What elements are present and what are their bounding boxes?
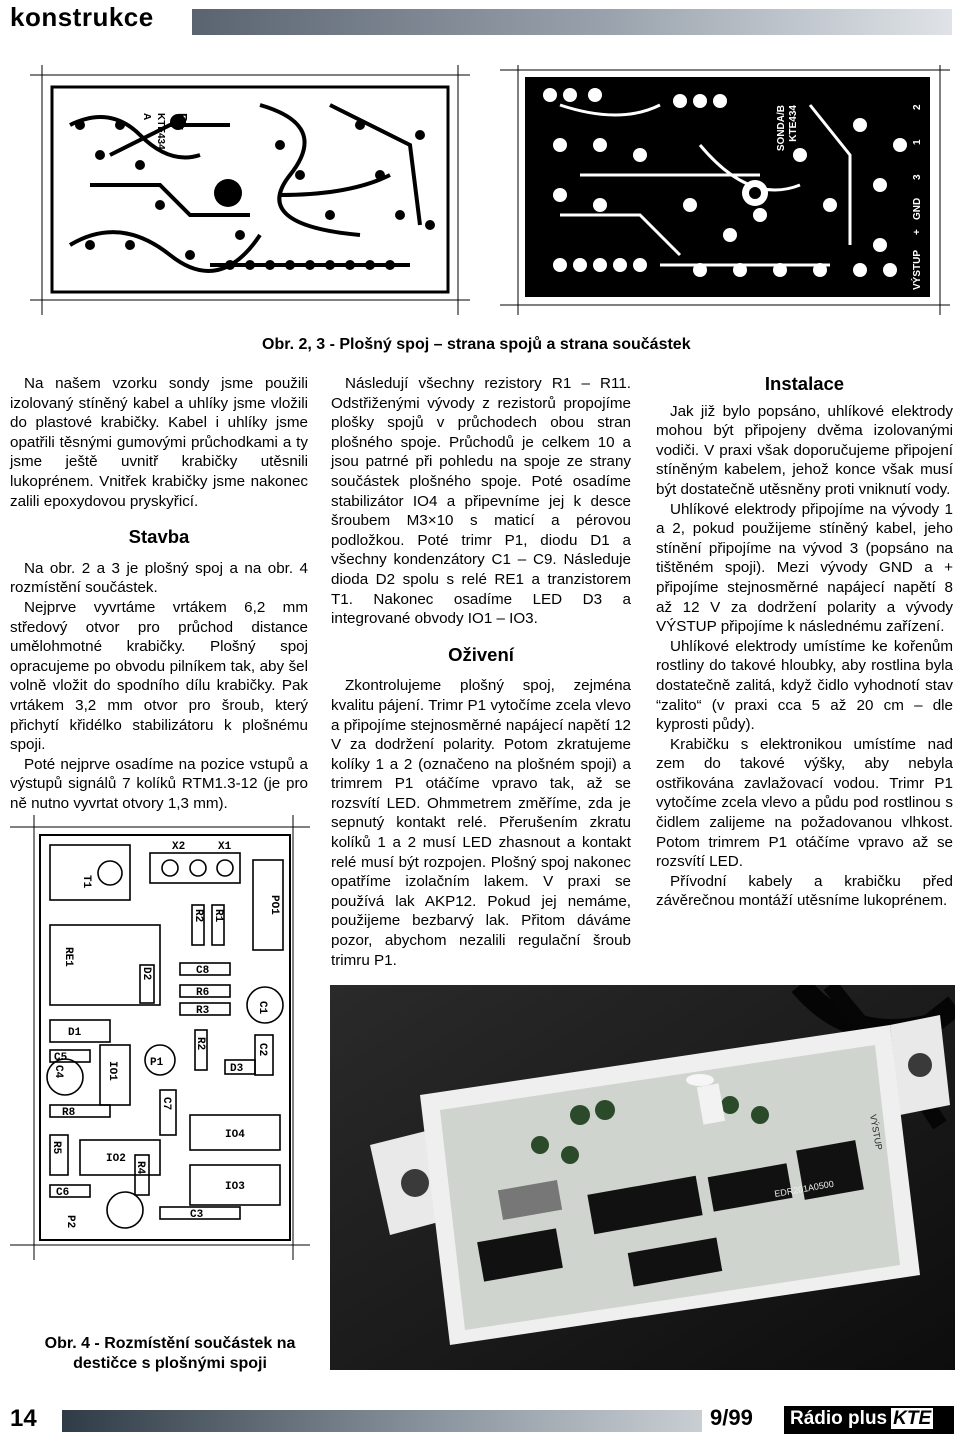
- header-bar: [192, 9, 952, 35]
- paragraph: Na obr. 2 a 3 je plošný spoj a na obr. 4 rozmístění součástek.: [10, 559, 308, 597]
- pcb-label-rplus: R+: [175, 113, 190, 130]
- assembled-board-photo: [330, 985, 955, 1370]
- component-label: R2: [194, 1037, 206, 1051]
- component-label: R8: [62, 1107, 76, 1119]
- component-label: X2: [172, 841, 186, 853]
- component-label: IO2: [106, 1153, 126, 1165]
- component-label: C8: [196, 965, 210, 977]
- component-label: R1: [212, 909, 224, 923]
- component-label: C5: [54, 1052, 68, 1064]
- issue-number: 9/99: [710, 1405, 753, 1430]
- component-label: IO3: [225, 1181, 245, 1193]
- component-label: C2: [256, 1043, 268, 1057]
- pcb-label-a: A: [141, 113, 152, 121]
- component-label: R2: [192, 909, 204, 923]
- component-label: C4: [52, 1065, 64, 1079]
- component-label: C3: [190, 1209, 204, 1221]
- component-label: R4: [134, 1161, 146, 1175]
- pcb-solder-side-figure: [30, 65, 470, 315]
- paragraph: Přívodní kabely a krabičku před závěrečnou montáží utěsníme lukoprénem.: [656, 872, 953, 910]
- component-label: R5: [50, 1141, 62, 1155]
- text-column-2: [331, 374, 631, 970]
- paragraph: Uhlíkové elektrody připojíme na vývody 1 a 2, pokud použijeme stíněný kabel, jeho stínění připojíme na vývod 3 (popsáno na tištěném spoji). Mezi vývody GND a + připojíme stejnosměrné napájecí napětí 8 až 12 V za dodržení polarity a vývody VÝSTUP připojíme k následnému zařízení.: [656, 500, 953, 636]
- pcb-label-plus: +: [912, 229, 923, 235]
- kte-logo: KTE: [893, 1408, 932, 1429]
- component-label: IO4: [225, 1129, 245, 1141]
- pcb-label-gnd: GND: [912, 197, 923, 220]
- component-label: D1: [68, 1027, 82, 1039]
- component-label: C1: [256, 1001, 268, 1015]
- magazine-name: Rádio plus: [790, 1408, 888, 1429]
- photo-chip-label: EDR201A0500: [773, 1178, 835, 1199]
- paragraph: Nejprve vyvrtáme vrtákem 6,2 mm středový otvor pro průchod distance umělohmotné krabičky. Plošný spoj opracujeme po obvodu pilníkem tak, aby šel volně vložit do spodního dílu krabičky. Pak vrtákem 3,2 mm otvor pro šroub, který přichytí křidélko stabilizátoru k plošnému spoji.: [10, 598, 308, 754]
- text-column-1: [10, 374, 308, 813]
- pcb-label-kte: KTE434: [155, 113, 166, 150]
- paragraph: Poté nejprve osadíme na pozice vstupů a výstupů signálů 7 kolíků RTM1.3-12 (je pro ně nutno vyvrtat otvory 1,3 mm).: [10, 755, 308, 812]
- component-label: R6: [196, 987, 210, 999]
- section-title: konstrukce: [10, 2, 154, 32]
- component-label: C6: [56, 1187, 70, 1199]
- heading-stavba: Stavba: [128, 526, 190, 548]
- page-number: 14: [10, 1405, 37, 1432]
- pcb-label-3: 3: [912, 174, 923, 180]
- component-label: C7: [160, 1097, 172, 1111]
- pcb-label-1: 1: [912, 139, 923, 145]
- component-layout-figure: [10, 815, 310, 1260]
- pcb-label-sonda: SONDA/B: [776, 105, 787, 152]
- paragraph: Jak již bylo popsáno, uhlíkové elektrody mohou být připojeny dvěma izolovanými vodiči. V praxi však doporučujeme připojení stíněným kabelem, jehož konce však musí být dostatečně utěsněny proti vniknutí vody.: [656, 402, 953, 498]
- paragraph: Na našem vzorku sondy jsme použili izolovaný stíněný kabel a uhlíky jsme vložili do plastové krabičky. Kabel i uhlíky jsme opatřili těsnými gumovými průchodkami a ty jsme ještě uvnitř krabičky utěsnili lukoprénem. Vnitřek krabičky jsme nakonec zalili epoxydovou pryskyřicí.: [10, 375, 308, 510]
- component-label: D2: [140, 967, 152, 981]
- text-column-3: [656, 374, 953, 911]
- component-label: PO1: [268, 895, 280, 915]
- component-label: RE1: [62, 947, 74, 967]
- pcb-label-kte434: KTE434: [788, 105, 799, 142]
- heading-instalace: Instalace: [764, 373, 845, 394]
- figure-caption-2-3: Obr. 2, 3 - Plošný spoj – strana spojů a strana součástek: [262, 336, 691, 353]
- heading-oziveni: Oživení: [448, 643, 514, 665]
- paragraph: Následují všechny rezistory R1 – R11. Odstřiženými vývody z rezistorů propojíme plošky spojů v průchodech obou stran plošného spoje. Průchodů je celkem 10 a jsou patrné při pohledu na spoje ze strany součástek plošného spoje. Poté osadíme stabilizátor IO4 a připevníme jej k desce šroubem M3×10 s maticí a pérovou podložkou. Poté trimr P1, diodu D1 a všechny kondenzátory C1 – C9. Následuje dioda D2 spolu s relé RE1 a tranzistorem T1. Nakonec osadíme LED D3 a integrované obvody IO1 – IO3.: [331, 375, 631, 628]
- component-label: X1: [218, 841, 232, 853]
- magazine-logo: [784, 1406, 954, 1434]
- paragraph: Krabičku s elektronikou umístíme nad zem do takové výšky, aby nebyla ostřikována zavlažovací vodou. Trimr P1 vytočíme zcela vlevo a půdu pod rostlinou s čidlem zalijeme na požadovanou vlhkost. Potom trimrem P1 otáčíme vpravo až se rozsvítí LED.: [656, 735, 953, 871]
- figure-caption-4: Obr. 4 - Rozmístění součástek na destičce s plošnými spoji: [44, 1335, 296, 1372]
- paragraph: Zkontrolujeme plošný spoj, zejména kvalitu pájení. Trimr P1 vytočíme zcela vlevo a připojíme stejnosměrné napájecí napětí 12 V za dodržení polarity. Potom zkratujeme kolíky 1 a 2 (označeno na plošném spoji) a trimrem P1 otáčíme vpravo tak, až se rozsvítí LED. Ohmmetrem změříme, zda je sepnutý kontakt relé. Přerušením zkratu kolíků 1 a 2 musí LED zhasnout a kontakt relé musí být rozpojen. Plošný spoj nakonec opatříme izolačním lakem. V praxi se používá lak AKP12. Pokud jej nemáme, použijeme bezbarvý lak. Přitom dáváme pozor, abychom nezalili regulační šroub trimru P1.: [331, 677, 631, 969]
- component-label: P1: [150, 1057, 164, 1069]
- component-label: R3: [196, 1005, 210, 1017]
- pcb-label-2: 2: [912, 104, 923, 110]
- photo-vystup-label: VÝSTUP: [868, 1113, 885, 1151]
- paragraph: Uhlíkové elektrody umístíme ke kořenům rostliny do takové hloubky, aby rostlina byla dostatečně zalitá, když čidlo vyhodnotí stav “zalito“ (v praxi cca 5 až 20 cm – dle kyprosti půdy).: [656, 637, 953, 734]
- pcb-label-vystup: VÝSTUP: [912, 249, 923, 290]
- pcb-component-side-figure: [500, 65, 950, 315]
- component-label: T1: [80, 875, 92, 889]
- footer-bar: [62, 1410, 702, 1432]
- component-label: D3: [230, 1063, 244, 1075]
- component-label: IO1: [106, 1061, 118, 1081]
- component-label: P2: [64, 1215, 76, 1229]
